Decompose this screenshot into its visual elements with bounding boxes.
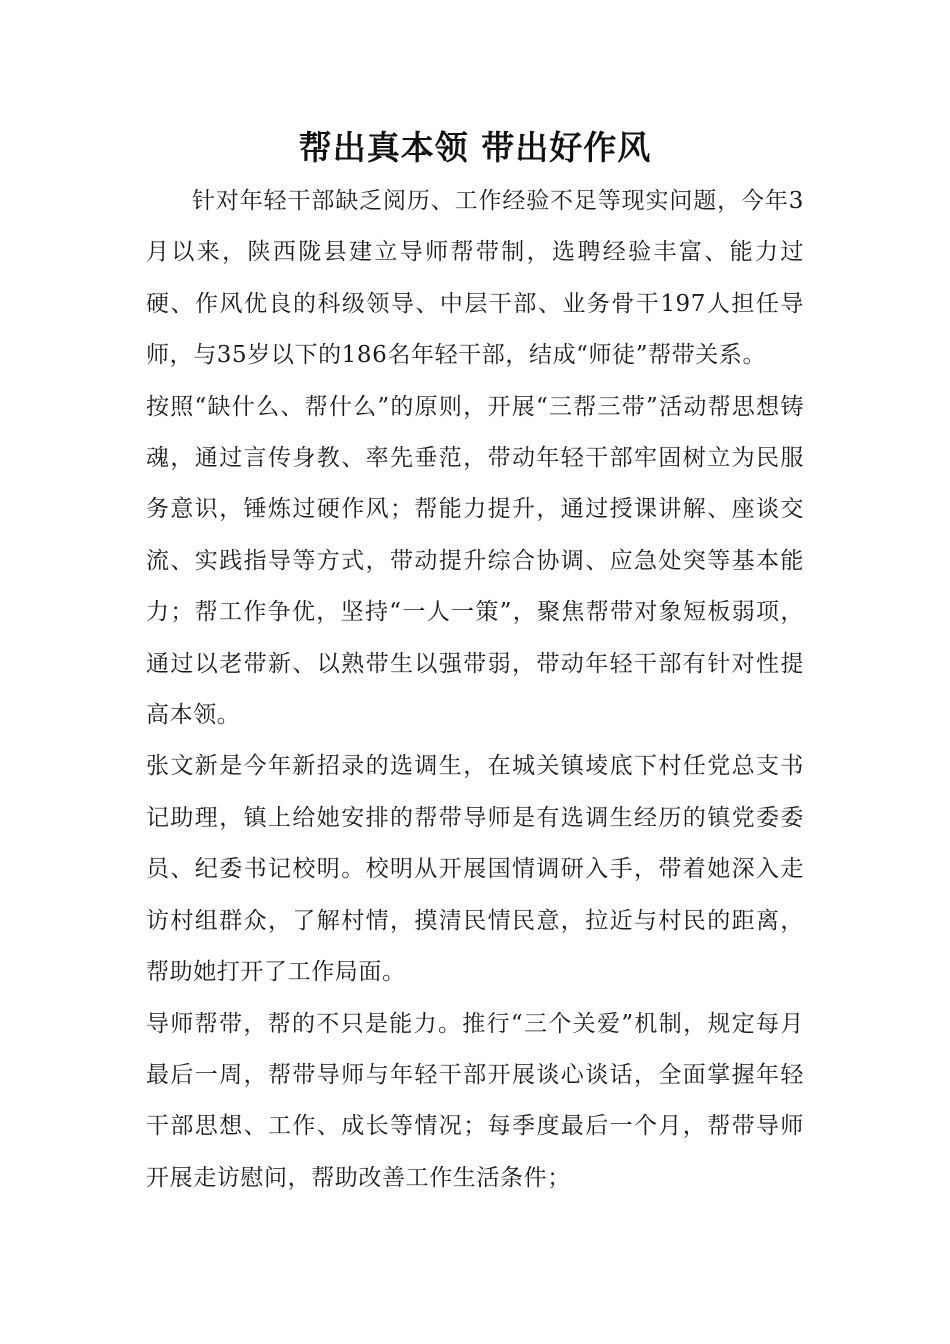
document-body [146,176,804,1204]
paragraph-2: 按照“缺什么、帮什么”的原则，开展“三帮三带”活动帮思想铸魂，通过言传身教、率先垂范，带动年轻干部牢固树立为民服务意识，锤炼过硬作风；帮能力提升，通过授课讲解、座谈交流、实践指导等方式，带动提升综合协调、应急处突等基本能力；帮工作争优，坚持“一人一策”，聚焦帮带对象短板弱项，通过以老带新、以熟带生以强带弱，带动年轻干部有针对性提高本领。 [146,393,804,729]
paragraph-3: 张文新是今年新招录的选调生，在城关镇堎底下村任党总支书记助理，镇上给她安排的帮带导师是有选调生经历的镇党委委员、纪委书记校明。校明从开展国情调研入手，带着她深入走访村组群众，了解村情，摸清民情民意，拉近与村民的距离，帮助她打开了工作局面。 [146,753,804,986]
paragraph-4: 导师帮带，帮的不只是能力。推行“三个关爱”机制，规定每月最后一周，帮带导师与年轻干部开展谈心谈话，全面掌握年轻干部思想、工作、成长等情况；每季度最后一个月，帮带导师开展走访慰问，帮助改善工作生活条件； [146,1010,804,1191]
paragraph-1: 针对年轻干部缺乏阅历、工作经验不足等现实问题，今年3月以来，陕西陇县建立导师帮带制，选聘经验丰富、能力过硬、作风优良的科级领导、中层干部、业务骨干197人担任导师，与35岁以下的186名年轻干部，结成“师徒”帮带关系。 [146,188,804,369]
document-title: 帮出真本领 带出好作风 [298,128,652,167]
